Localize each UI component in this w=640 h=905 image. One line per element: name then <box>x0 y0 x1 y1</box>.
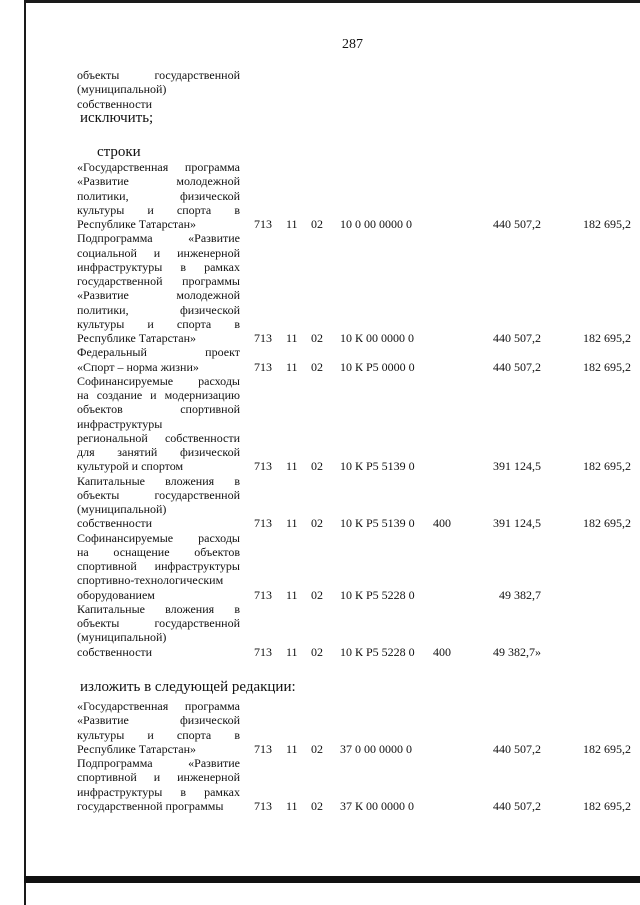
code-cell: 713 <box>254 359 272 374</box>
code-cell: 713 <box>254 741 272 756</box>
removed-row-text-line: на оснащение объектов <box>77 544 240 559</box>
sum-2021-cell: 182 695,2 <box>583 741 631 756</box>
scan-border-bottom <box>24 876 640 883</box>
removed-row-text-line: (муниципальной) <box>77 502 167 516</box>
removed-row-text-line: инфраструктуры <box>77 416 163 431</box>
removed-row-text-line: инфраструктуры в рамках <box>77 259 240 274</box>
sum-2021-cell: 182 695,2 <box>583 331 631 345</box>
removed-row-text-line: культурой и спортом <box>77 459 184 474</box>
sum-2021-cell: 182 695,2 <box>583 459 631 474</box>
code-cell: 713 <box>254 644 272 659</box>
intro-line: (муниципальной) <box>77 82 167 97</box>
intro-line: собственности <box>77 96 153 111</box>
target-article-cell: 37 К 00 0000 0 <box>340 798 415 813</box>
subsection-cell: 02 <box>311 798 323 813</box>
subsection-cell: 02 <box>311 217 323 231</box>
section-cell: 11 <box>286 359 298 374</box>
target-article-cell: 10 К Р5 5139 0 <box>340 459 415 474</box>
instruction-exclude: исключить; <box>80 110 154 126</box>
subsection-cell: 02 <box>311 516 323 531</box>
removed-row-text-line: спортивно-технологическим <box>77 573 224 588</box>
removed-row-text-line: на создание и модернизацию <box>77 388 240 402</box>
removed-row-text-line: государственной программы <box>77 274 240 288</box>
sum-2021-cell: 182 695,2 <box>583 217 631 231</box>
code-cell: 713 <box>254 217 272 231</box>
intro-line: объекты государственной <box>77 68 240 82</box>
sum-2020-cell: 440 507,2 <box>493 741 541 756</box>
new-row-text-line: государственной программы <box>77 798 224 813</box>
target-article-cell: 10 К Р5 5228 0 <box>340 644 415 659</box>
removed-row-text-line: объектов спортивной <box>77 402 240 417</box>
page-number: 287 <box>342 37 363 52</box>
target-article-cell: 37 0 00 0000 0 <box>340 741 412 756</box>
section-cell: 11 <box>286 741 298 756</box>
removed-row-text-line: объекты государственной <box>77 616 240 630</box>
sum-2021-cell: 182 695,2 <box>583 359 631 374</box>
target-article-cell: 10 К Р5 0000 0 <box>340 359 415 374</box>
sum-2020-cell: 440 507,2 <box>493 798 541 813</box>
new-row-text-line: культуры и спорта в <box>77 727 240 742</box>
expense-type-cell: 400 <box>433 516 451 531</box>
subsection-cell: 02 <box>311 644 323 659</box>
removed-row-text-line: культуры и спорта в <box>77 316 240 331</box>
removed-row-text-line: «Спорт – норма жизни» <box>77 359 199 374</box>
target-article-cell: 10 К Р5 5228 0 <box>340 587 415 602</box>
sum-2020-cell: 49 382,7 <box>499 587 541 602</box>
sum-2020-cell: 440 507,2 <box>493 331 541 345</box>
subsection-cell: 02 <box>311 587 323 602</box>
removed-row-text-line: культуры и спорта в <box>77 202 240 217</box>
removed-row-text-line: оборудованием <box>77 587 155 602</box>
section-cell: 11 <box>286 331 298 345</box>
removed-row-text-line: собственности <box>77 516 153 531</box>
new-edition-label: изложить в следующей редакции: <box>80 679 296 695</box>
new-row-text-line: Подпрограмма «Развитие <box>77 756 240 770</box>
section-cell: 11 <box>286 459 298 474</box>
removed-row-text-line: Подпрограмма «Развитие <box>77 231 240 246</box>
subsection-cell: 02 <box>311 459 323 474</box>
code-cell: 713 <box>254 798 272 813</box>
sum-2021-cell: 182 695,2 <box>583 798 631 813</box>
new-row-text-line: спортивной и инженерной <box>77 770 240 785</box>
sum-2020-cell: 49 382,7» <box>493 644 541 659</box>
sum-2021-cell: 182 695,2 <box>583 516 631 531</box>
scan-border-top <box>24 0 640 3</box>
target-article-cell: 10 0 00 0000 0 <box>340 217 412 231</box>
target-article-cell: 10 К Р5 5139 0 <box>340 516 415 531</box>
removed-row-text-line: региональной собственности <box>77 430 240 445</box>
removed-row-text-line: (муниципальной) <box>77 630 167 645</box>
subsection-cell: 02 <box>311 741 323 756</box>
new-row-text-line: Республике Татарстан» <box>77 741 197 756</box>
code-cell: 713 <box>254 587 272 602</box>
removed-row-text-line: Софинансируемые расходы <box>77 530 240 545</box>
strings-label: строки <box>97 144 141 160</box>
removed-row-text-line: для занятий физической <box>77 445 240 459</box>
removed-row-text-line: «Развитие молодежной <box>77 288 240 303</box>
new-row-text-line: инфраструктуры в рамках <box>77 784 240 799</box>
removed-row-text-line: Капитальные вложения в <box>77 601 240 616</box>
target-article-cell: 10 К 00 0000 0 <box>340 331 415 345</box>
new-row-text-line: «Государственная программа <box>77 699 240 713</box>
sum-2020-cell: 440 507,2 <box>493 217 541 231</box>
expense-type-cell: 400 <box>433 644 451 659</box>
removed-row-text-line: «Развитие молодежной <box>77 174 240 189</box>
subsection-cell: 02 <box>311 359 323 374</box>
removed-row-text-line: Софинансируемые расходы <box>77 373 240 388</box>
code-cell: 713 <box>254 331 272 345</box>
removed-row-text-line: собственности <box>77 644 153 659</box>
removed-row-text-line: Федеральный проект <box>77 345 240 360</box>
sum-2020-cell: 391 124,5 <box>493 459 541 474</box>
removed-row-text-line: «Государственная программа <box>77 160 240 174</box>
removed-row-text-line: спортивной инфраструктуры <box>77 559 240 573</box>
section-cell: 11 <box>286 587 298 602</box>
section-cell: 11 <box>286 798 298 813</box>
removed-row-text-line: политики, физической <box>77 302 240 317</box>
removed-row-text-line: Капитальные вложения в <box>77 473 240 488</box>
section-cell: 11 <box>286 516 298 531</box>
new-row-text-line: «Развитие физической <box>77 713 240 728</box>
code-cell: 713 <box>254 459 272 474</box>
removed-row-text-line: Республике Татарстан» <box>77 331 197 345</box>
code-cell: 713 <box>254 516 272 531</box>
removed-row-text-line: Республике Татарстан» <box>77 217 197 231</box>
sum-2020-cell: 440 507,2 <box>493 359 541 374</box>
removed-row-text-line: социальной и инженерной <box>77 245 240 260</box>
sum-2020-cell: 391 124,5 <box>493 516 541 531</box>
removed-row-text-line: политики, физической <box>77 188 240 203</box>
removed-row-text-line: объекты государственной <box>77 487 240 502</box>
subsection-cell: 02 <box>311 331 323 345</box>
section-cell: 11 <box>286 217 298 231</box>
section-cell: 11 <box>286 644 298 659</box>
scan-border-left <box>24 0 26 905</box>
